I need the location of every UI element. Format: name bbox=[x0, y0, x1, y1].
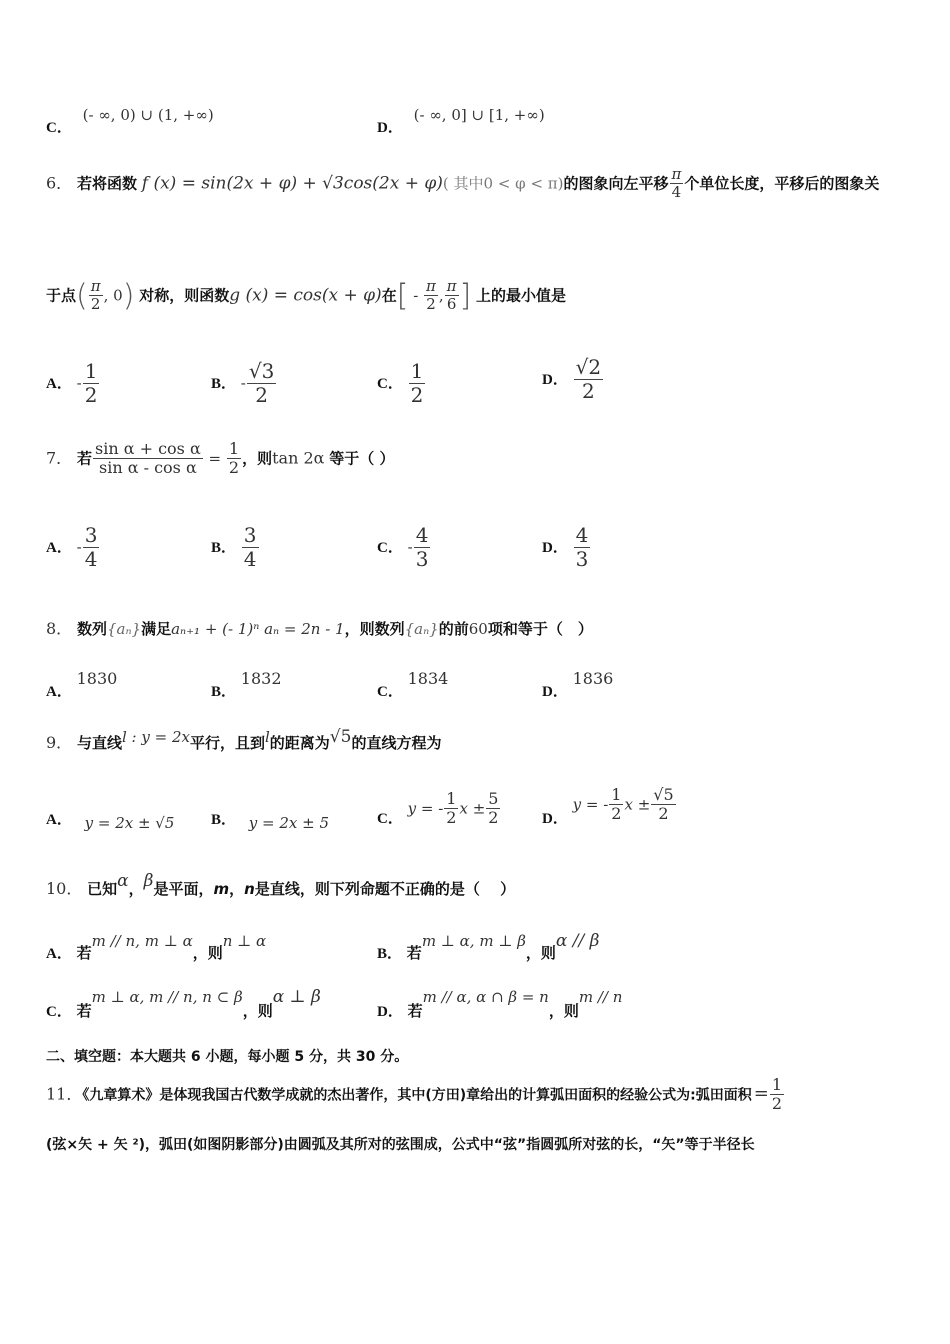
stem-text: 若 bbox=[76, 449, 92, 468]
option-condition: m // α, α ∩ β = n bbox=[422, 988, 549, 1006]
interval-end: $\frac{\pi}{6}$ bbox=[446, 277, 457, 314]
q6-stem-line1 bbox=[46, 166, 879, 202]
q8-option-a[interactable] bbox=[46, 668, 118, 700]
option-value: y = 2x ± √5 bbox=[84, 814, 175, 832]
q6-option-d[interactable] bbox=[542, 356, 604, 403]
option-value: 1834 bbox=[407, 669, 449, 688]
option-fraction: $\frac{3}{4}$ bbox=[84, 523, 98, 571]
option-condition: m ⊥ α, m // n, n ⊂ β bbox=[91, 988, 243, 1006]
q9-option-b[interactable] bbox=[211, 808, 330, 832]
option-fraction: $\frac{1}{2}$ bbox=[84, 359, 98, 407]
stem-text: 的图象向左平移 bbox=[563, 174, 669, 193]
q8-option-c[interactable] bbox=[377, 668, 449, 700]
q5-option-c[interactable] bbox=[46, 104, 214, 136]
stem-text: 上的最小值是 bbox=[476, 286, 567, 305]
stem-text: ，则数列 bbox=[344, 620, 405, 638]
option-fraction: $\frac{√2}{2}$ bbox=[575, 355, 602, 403]
stem-text: 平行，且到 bbox=[189, 734, 265, 752]
offset-fraction: $\frac{5}{2}$ bbox=[488, 789, 499, 828]
rhs-fraction: $\frac{1}{2}$ bbox=[228, 439, 240, 478]
q7-option-d[interactable] bbox=[542, 524, 591, 571]
option-label: D． bbox=[542, 540, 568, 556]
stem-text: ，则 bbox=[242, 449, 273, 468]
option-conclusion: α ⊥ β bbox=[272, 987, 321, 1007]
option-label: D． bbox=[377, 120, 403, 136]
q10-option-c[interactable]: C． 若m ⊥ α, m // n, n ⊂ β，则α ⊥ β bbox=[46, 987, 321, 1020]
option-fraction: $\frac{4}{3}$ bbox=[415, 523, 429, 571]
q6-option-a[interactable]: A． - $\frac{1}{2}$ bbox=[46, 359, 98, 407]
stem-text: 的距离为 bbox=[269, 734, 330, 752]
stem-text: 项和等于（ ） bbox=[487, 620, 593, 638]
q6-option-c[interactable] bbox=[377, 360, 426, 407]
shift-fraction: $\frac{\pi}{4}$ bbox=[671, 165, 682, 202]
option-value: (- ∞, 0) ∪ (1, +∞) bbox=[82, 106, 214, 124]
q9-option-a[interactable] bbox=[46, 808, 175, 832]
option-label: A． bbox=[46, 812, 72, 828]
point-fraction: $\frac{\pi}{2}$ bbox=[90, 277, 101, 314]
stem-text: 对称，则函数 bbox=[139, 286, 230, 305]
question-number: 7． bbox=[46, 448, 73, 468]
target-expression: tan 2α bbox=[272, 448, 325, 468]
stem-text: 数列 bbox=[76, 620, 107, 638]
q11-stem-line1: 11．《九章算术》是体现我国古代数学成就的杰出著作，其中(方田)章给出的计算弧田面积的经验公式为:弧田面积 = $\frac{1}{2}$ bbox=[46, 1075, 783, 1114]
recurrence: aₙ₊₁ + (- 1)ⁿ aₙ = 2n - 1 bbox=[171, 620, 345, 638]
q8-option-d[interactable] bbox=[542, 668, 614, 700]
option-condition: m // n, m ⊥ α bbox=[91, 932, 193, 950]
coef-fraction: $\frac{1}{2}$ bbox=[446, 789, 457, 828]
sequence: {aₙ} bbox=[404, 620, 439, 638]
alpha-symbol: α bbox=[117, 871, 129, 891]
q10-option-a[interactable]: A． 若m // n, m ⊥ α，则n ⊥ α bbox=[46, 932, 267, 962]
stem-text: 于点 bbox=[46, 286, 77, 305]
option-label: A． bbox=[46, 684, 72, 700]
q9-option-c[interactable]: C． y = - $\frac{1}{2}$ x ± $\frac{5}{2}$ bbox=[377, 789, 499, 828]
option-label: B． bbox=[377, 946, 403, 962]
q10-stem: 10． 已知α，β是平面，m，n是直线，则下列命题不正确的是（ ） bbox=[46, 871, 516, 898]
q10-option-b[interactable]: B． 若m ⊥ α, m ⊥ β，则α // β bbox=[377, 931, 600, 962]
stem-text: 是平面， bbox=[153, 880, 214, 898]
q5-option-d[interactable] bbox=[377, 104, 545, 136]
option-label: C． bbox=[377, 811, 403, 828]
q8-option-b[interactable] bbox=[211, 668, 282, 700]
option-conclusion: m // n bbox=[578, 988, 623, 1006]
q6-stem-line2: 于点( $\frac{\pi}{2}$ , 0) 对称，则函数g (x) = cos(x + φ)在[ - $\frac{\pi}{2}$ , $\frac{\pi}{6}$ ] 上的最小值是 bbox=[46, 277, 567, 314]
option-conclusion: n ⊥ α bbox=[222, 932, 267, 950]
stem-text: 等于（ ） bbox=[329, 449, 395, 468]
option-label: A． bbox=[46, 540, 72, 556]
option-value: 1836 bbox=[572, 669, 614, 688]
option-value: 1832 bbox=[240, 669, 282, 688]
stem-text: 是直线，则下列命题不正确的是（ ） bbox=[254, 880, 516, 898]
stem-text: 在 bbox=[381, 286, 397, 305]
stem-text: 与直线 bbox=[76, 734, 122, 752]
question-number: 10． bbox=[46, 879, 83, 898]
term-count: 60 bbox=[468, 620, 488, 638]
question-number: 6． bbox=[46, 173, 73, 193]
q6-option-b[interactable]: B． - $\frac{√3}{2}$ bbox=[211, 359, 275, 407]
option-label: C． bbox=[377, 540, 403, 556]
option-condition: m ⊥ α, m ⊥ β bbox=[421, 932, 526, 950]
option-value: (- ∞, 0] ∪ [1, +∞) bbox=[413, 106, 545, 124]
q9-option-d[interactable]: D． y = - $\frac{1}{2}$ x ± $\frac{√5}{2}$ bbox=[542, 785, 674, 828]
point-tail: , 0 bbox=[103, 286, 123, 305]
option-fraction: $\frac{4}{3}$ bbox=[575, 523, 589, 571]
half-fraction: $\frac{1}{2}$ bbox=[771, 1075, 783, 1114]
line-symbol: l bbox=[264, 728, 270, 746]
distance: √5 bbox=[329, 727, 352, 747]
option-conclusion: α // β bbox=[555, 931, 600, 951]
q8-stem bbox=[46, 616, 593, 639]
offset-fraction: $\frac{√5}{2}$ bbox=[653, 785, 674, 824]
option-fraction: $\frac{3}{4}$ bbox=[243, 523, 257, 571]
q7-option-a[interactable]: A． - $\frac{3}{4}$ bbox=[46, 523, 98, 571]
beta-symbol: β bbox=[143, 871, 154, 891]
option-label: D． bbox=[542, 372, 568, 388]
question-number: 11． bbox=[46, 1084, 83, 1104]
line-equation: l : y = 2x bbox=[121, 728, 190, 746]
option-label: A． bbox=[46, 946, 72, 962]
option-value: y = 2x ± 5 bbox=[248, 814, 330, 832]
m-symbol: m bbox=[213, 880, 230, 898]
q11-stem-line2: (弦×矢 + 矢 ²)，弧田(如图阴影部分)由圆弧及其所对的弦围成，公式中“弦”指圆弧所对弦的长，“矢”等于半径长 bbox=[46, 1137, 755, 1153]
option-label: B． bbox=[211, 684, 237, 700]
option-label: D． bbox=[542, 684, 568, 700]
option-label: A． bbox=[46, 376, 72, 392]
option-label: D． bbox=[377, 1004, 403, 1020]
option-label: B． bbox=[211, 540, 237, 556]
option-label: C． bbox=[377, 684, 403, 700]
option-label: C． bbox=[377, 376, 403, 392]
option-label: C． bbox=[46, 120, 72, 136]
option-label: B． bbox=[211, 812, 237, 828]
function-expression: f (x) = sin(2x + φ) + √3cos(2x + φ) bbox=[141, 173, 443, 194]
condition: ( 其中0 < φ < π) bbox=[442, 174, 564, 193]
option-fraction: $\frac{1}{2}$ bbox=[410, 359, 424, 407]
stem-text: 的直线方程为 bbox=[351, 734, 442, 752]
q7-option-c[interactable]: C． - $\frac{4}{3}$ bbox=[377, 523, 429, 571]
section-heading: 二、填空题：本大题共 6 小题，每小题 5 分，共 30 分。 bbox=[46, 1049, 409, 1065]
interval-start: $\frac{\pi}{2}$ bbox=[426, 277, 436, 314]
g-function: g (x) = cos(x + φ) bbox=[229, 285, 382, 306]
option-fraction: $\frac{√3}{2}$ bbox=[248, 359, 275, 407]
coef-fraction: $\frac{1}{2}$ bbox=[611, 785, 622, 824]
stem-text: 满足 bbox=[141, 620, 172, 638]
stem-text: 的前 bbox=[438, 620, 469, 638]
question-number: 9． bbox=[46, 733, 73, 752]
sequence: {aₙ} bbox=[106, 620, 142, 638]
n-symbol: n bbox=[244, 880, 255, 898]
option-label: C． bbox=[46, 1004, 72, 1020]
stem-text: 若将函数 bbox=[76, 174, 137, 193]
q7-option-b[interactable] bbox=[211, 524, 260, 571]
question-number: 8． bbox=[46, 619, 73, 638]
option-label: D． bbox=[542, 811, 568, 828]
q10-option-d[interactable]: D． 若m // α, α ∩ β = n，则m // n bbox=[377, 988, 623, 1020]
stem-text: 个单位长度，平移后的图象关 bbox=[684, 174, 880, 193]
stem-text: 已知 bbox=[87, 880, 118, 898]
ratio-fraction: $\frac{\text{sin α + cos α}}{\text{sin α - cos α}}$ bbox=[94, 439, 201, 478]
option-label: B． bbox=[211, 376, 237, 392]
stem-text: 《九章算术》是体现我国古代数学成就的杰出著作，其中(方田)章给出的计算弧田面积的经验公式为:弧田面积 bbox=[82, 1087, 752, 1104]
option-value: 1830 bbox=[76, 669, 118, 688]
q9-stem bbox=[46, 727, 442, 753]
q7-stem: 7． 若 $\frac{\text{sin α + cos α}}{\text{sin α - cos α}}$ = $\frac{1}{2}$ ，则tan 2α 等于（ ） bbox=[46, 439, 395, 478]
